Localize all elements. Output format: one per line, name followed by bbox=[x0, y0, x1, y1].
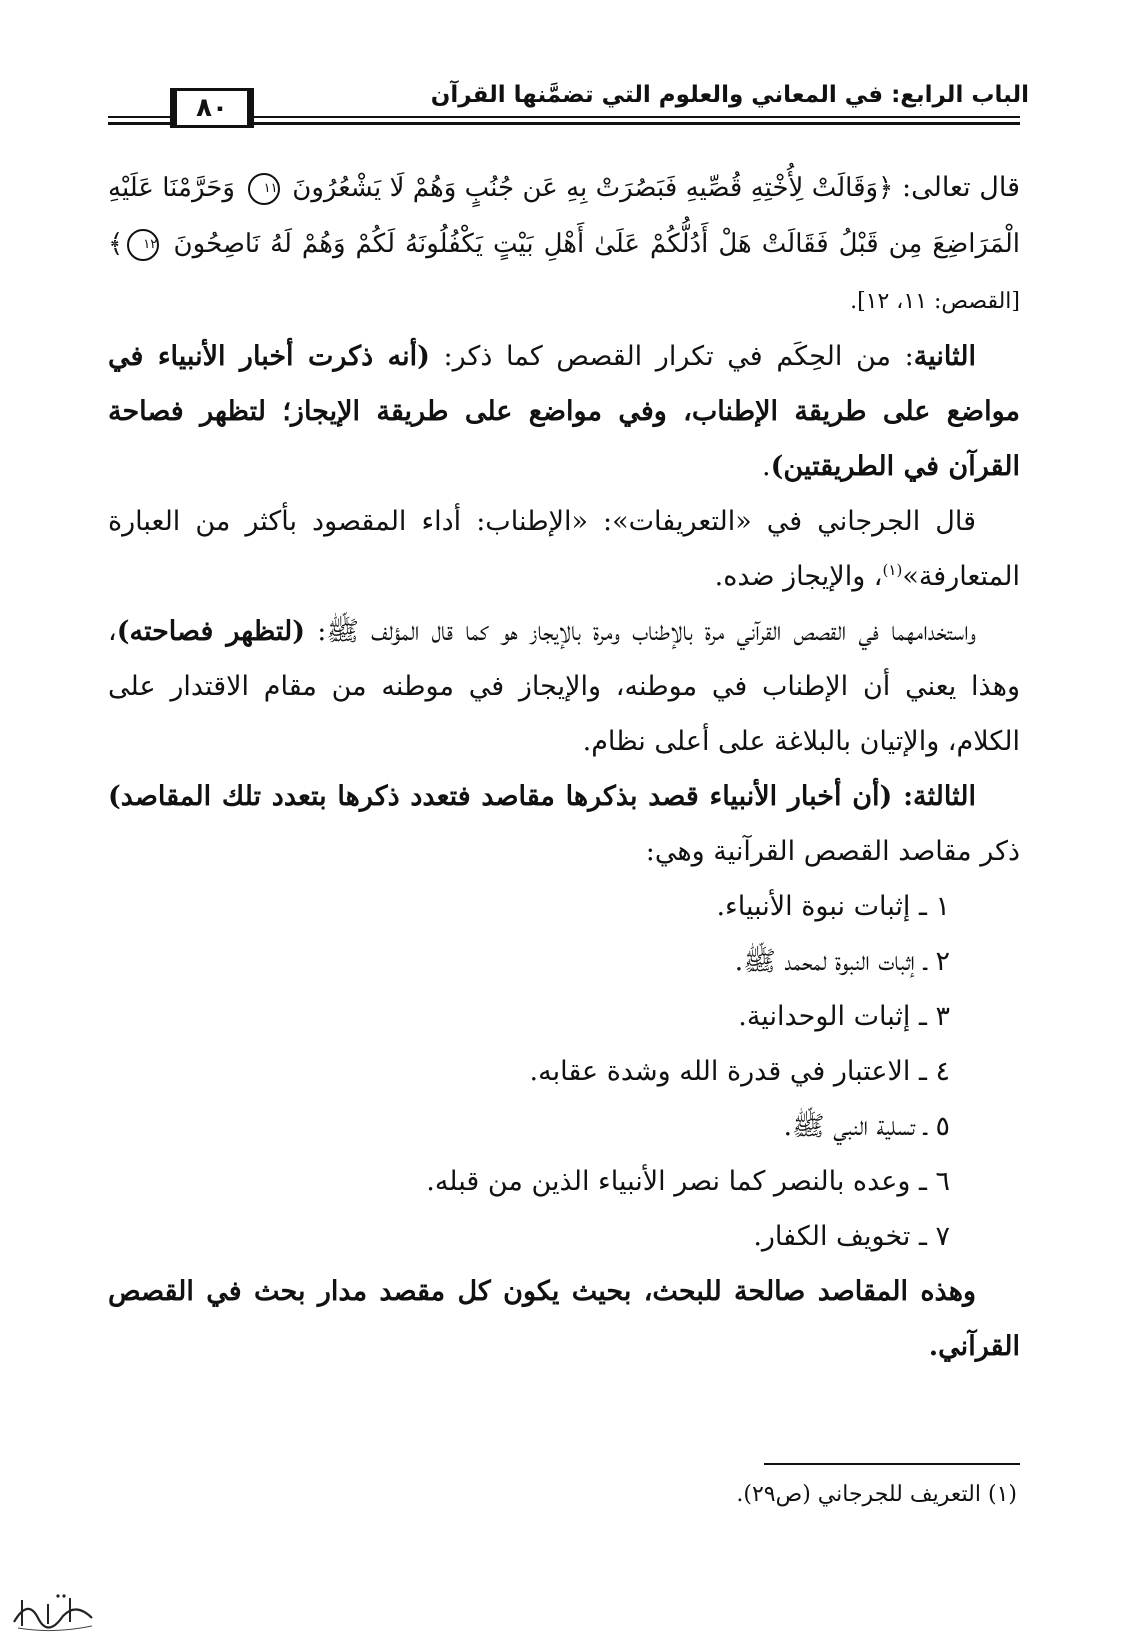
footnote-number: (١) bbox=[987, 1482, 1017, 1507]
verse-intro: قال تعالى: bbox=[893, 172, 1020, 203]
section-label: الثالثة bbox=[913, 781, 976, 812]
bold-quote: (لتظهر فصاحته) bbox=[116, 616, 306, 647]
ayah-number-marker: ١٢ bbox=[127, 229, 159, 261]
paragraph-closing: وهذه المقاصد صالحة للبحث، بحيث يكون كل مقصد مدار بحث في القصص القرآني. bbox=[108, 1276, 1020, 1362]
footnote-text: التعريف للجرجاني (ص٢٩). bbox=[736, 1482, 981, 1507]
footnote-rule bbox=[764, 1463, 1020, 1465]
list-item: ٢ ـ إثبات النبوة لمحمد ﷺ. bbox=[734, 946, 950, 977]
paragraph-text: ، والإيجاز ضده. bbox=[714, 561, 883, 592]
page-number-box bbox=[170, 88, 254, 128]
paragraph-text: : من الحِكَم في تكرار القصص كما ذكر: bbox=[429, 341, 914, 372]
list-item: ٥ ـ تسلية النبي ﷺ. bbox=[783, 1111, 950, 1142]
paragraph-third bbox=[108, 769, 1020, 879]
paragraph-usage bbox=[108, 604, 1020, 769]
footnote bbox=[317, 1478, 1017, 1512]
page-number: ٨٠ bbox=[196, 93, 228, 123]
paragraph-jurjani bbox=[108, 494, 1020, 604]
list-item: ٦ ـ وعده بالنصر كما نصر الأنبياء الذين من قبله. bbox=[426, 1166, 950, 1197]
chapter-title: الباب الرابع: في المعاني والعلوم التي تضمَّنها القرآن bbox=[430, 82, 1029, 108]
list-item: ٤ ـ الاعتبار في قدرة الله وشدة عقابه. bbox=[529, 1056, 950, 1087]
section-label: الثانية bbox=[913, 341, 976, 372]
paragraph-verse bbox=[108, 160, 1020, 329]
verse-text-1: ﴿وَقَالَتْ لِأُخْتِهِ قُصِّيهِ فَبَصُرَتْ بِهِ عَن جُنُبٍ وَهُمْ لَا يَشْعُرُونَ bbox=[292, 173, 894, 203]
list-item: ٣ ـ إثبات الوحدانية. bbox=[738, 1001, 950, 1032]
footnote-marker: (١) bbox=[882, 561, 903, 579]
paragraph-text: ذكر مقاصد القصص القرآنية وهي: bbox=[645, 836, 1020, 867]
paragraph-second bbox=[108, 329, 1020, 494]
paragraph-end: . bbox=[762, 451, 771, 482]
bold-quote: (أنه ذكرت أخبار الأنبياء في مواضع على طريقة الإطناب، وفي مواضع على طريقة الإيجاز؛ لتظهر فصاحة القرآن في الطريقتين) bbox=[108, 341, 1020, 482]
bold-quote: : (أن أخبار الأنبياء قصد بذكرها مقاصد فتعدد ذكرها بتعدد تلك المقاصد) bbox=[108, 781, 914, 812]
verse-reference: [القصص: ١١، ١٢]. bbox=[850, 289, 1020, 314]
paragraph-text: واستخدامهما في القصص القرآني مرة بالإطناب ومرة بالإيجاز هو كما قال المؤلف ﷺ: bbox=[305, 616, 976, 647]
paragraph-text: ، وهذا يعني أن الإطناب في موطنه، والإيجاز في موطنه من مقام الاقتدار على الكلام، والإتيان بالبلاغة على أعلى نظام. bbox=[108, 616, 1020, 757]
main-text bbox=[108, 160, 1020, 1374]
list-item: ١ ـ إثبات نبوة الأنبياء. bbox=[716, 891, 950, 922]
list-item: ٧ ـ تخويف الكفار. bbox=[753, 1221, 950, 1252]
verse-text-2: وَحَرَّمْنَا عَلَيْهِ الْمَرَاضِعَ مِن قَبْلُ فَقَالَتْ هَلْ أَدُلُّكُمْ عَلَىٰ أَهْلِ بَيْتٍ يَكْفُلُونَهُ لَكُمْ وَهُمْ لَهُ نَاصِحُونَ bbox=[108, 173, 1020, 259]
publisher-logo-icon bbox=[8, 1588, 98, 1634]
ayah-number-marker: ١١ bbox=[248, 173, 280, 205]
verse-close-bracket: ﴾ bbox=[108, 229, 124, 259]
paragraph-text: قال الجرجاني في «التعريفات»: «الإطناب: أداء المقصود بأكثر من العبارة المتعارفة» bbox=[108, 506, 1020, 592]
